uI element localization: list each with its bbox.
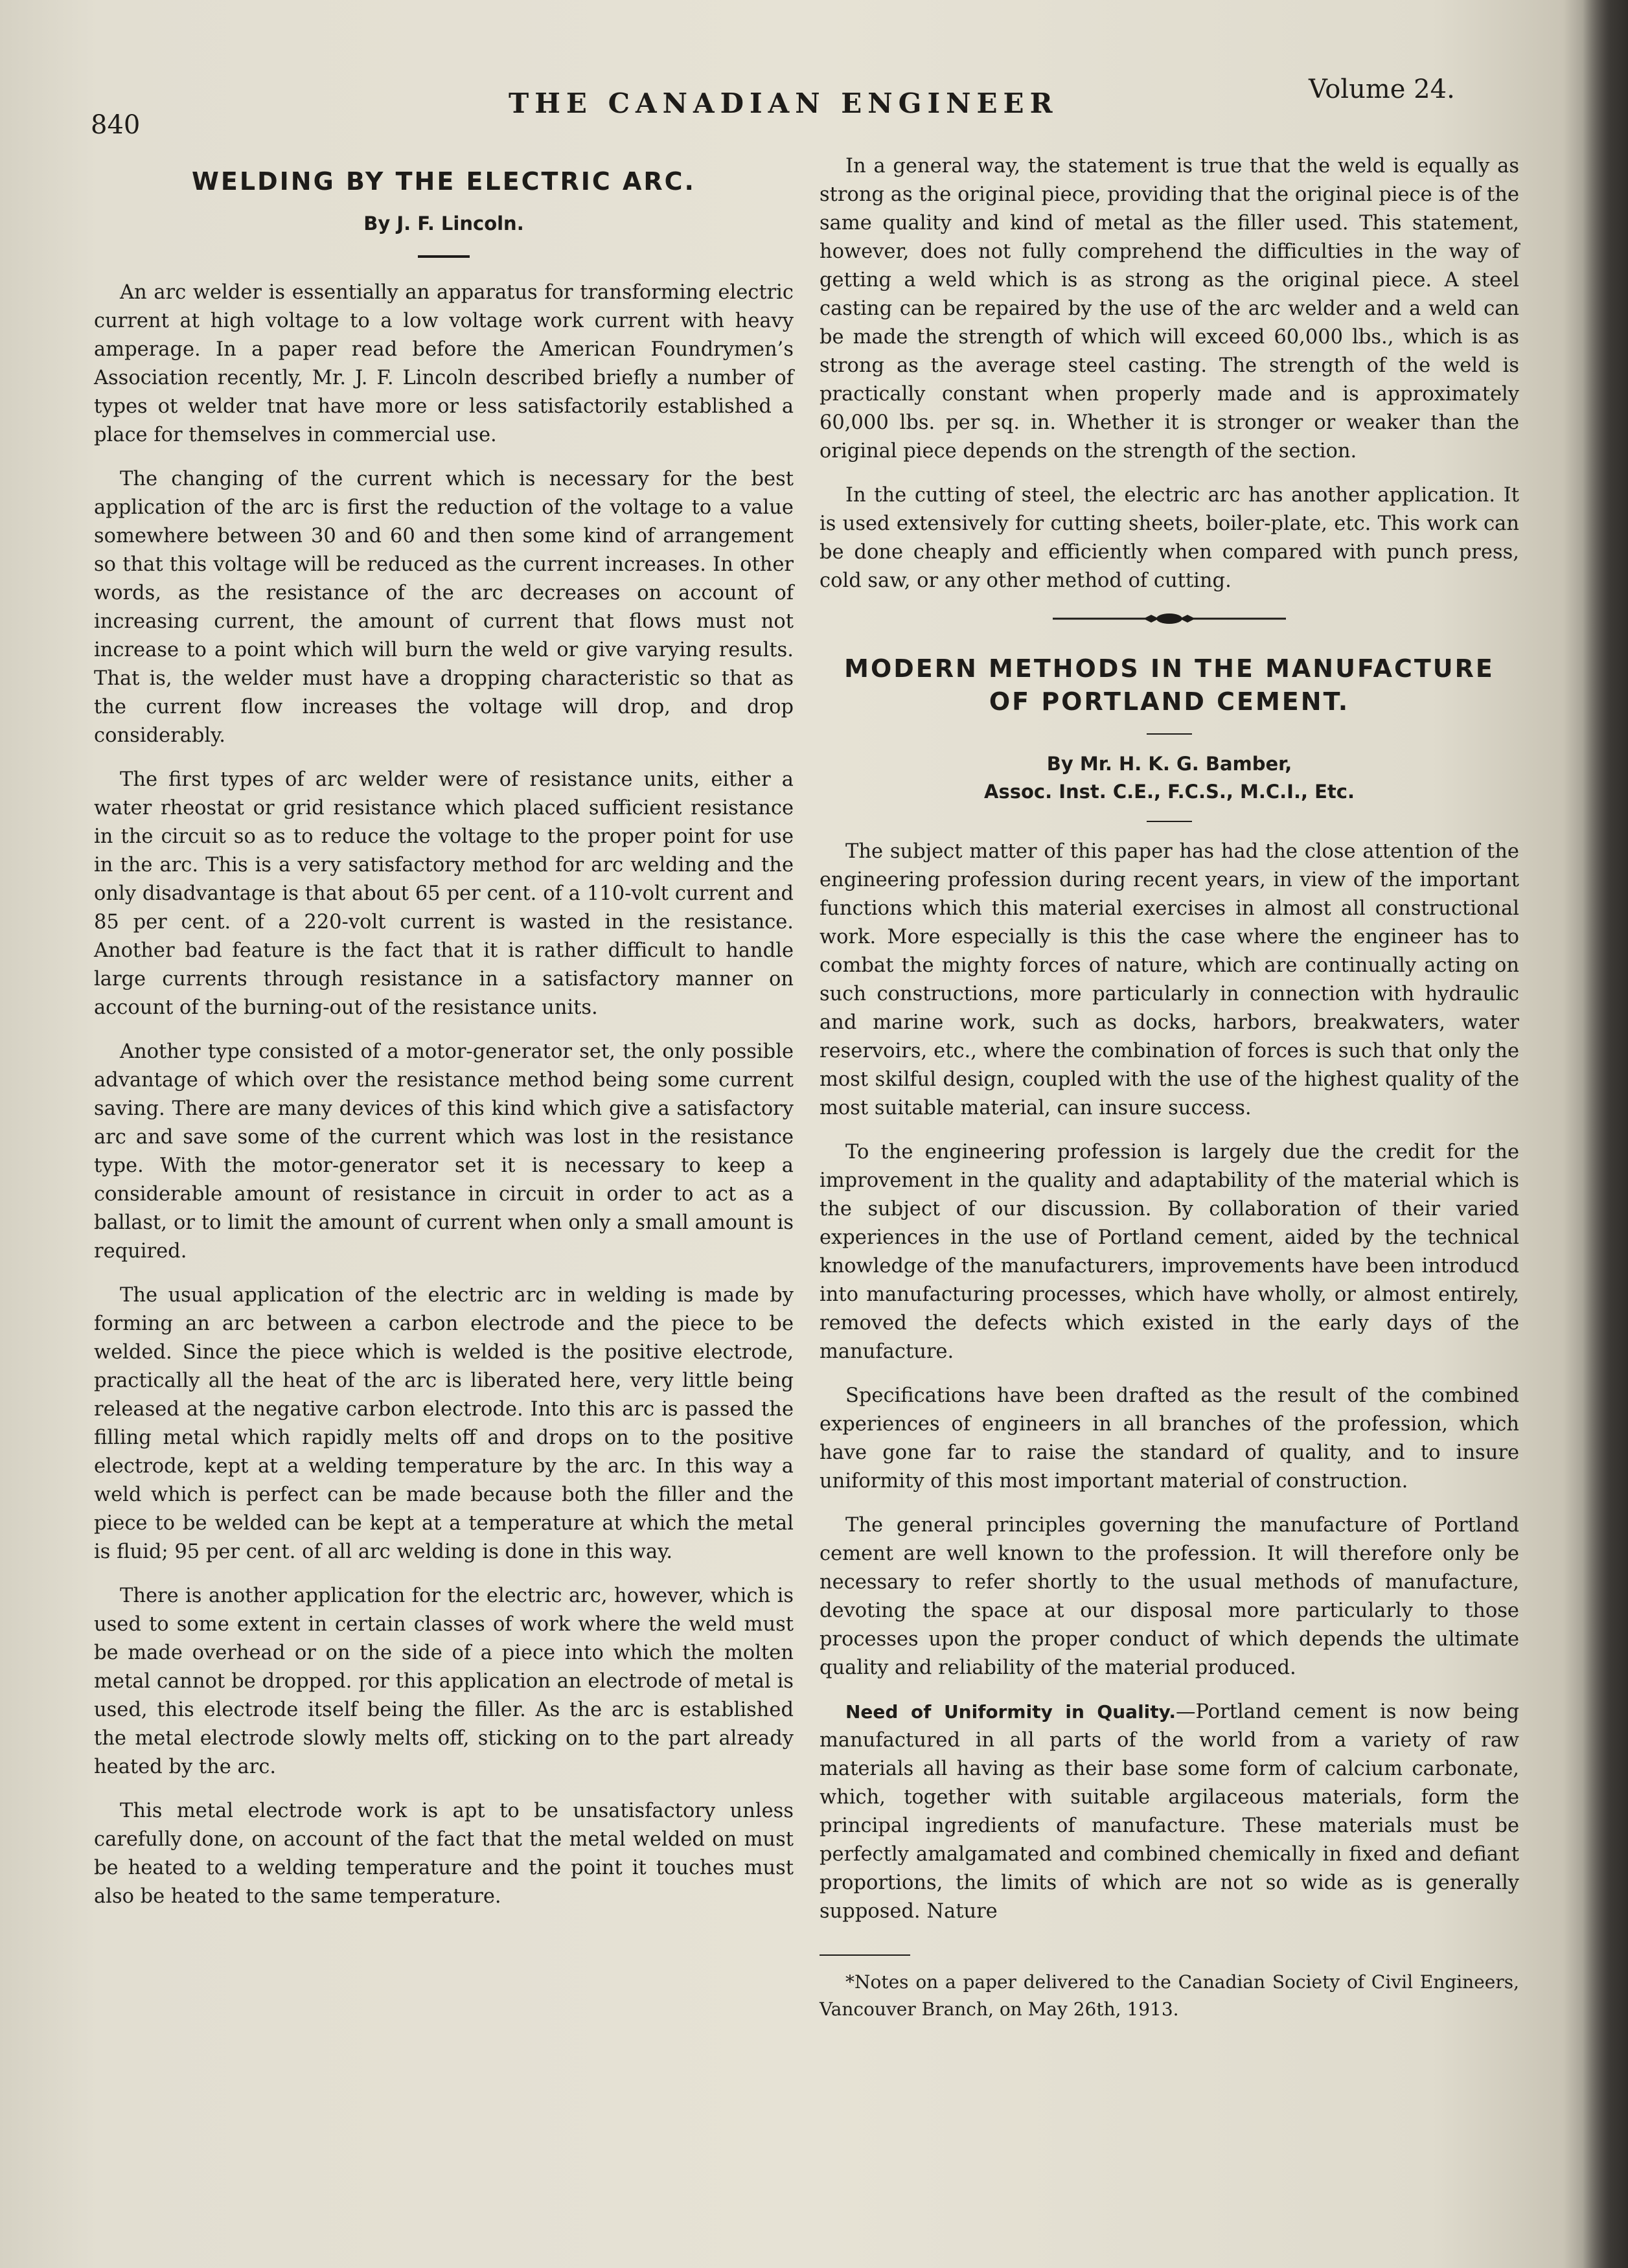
article1-title: WELDING BY THE ELECTRIC ARC. [192,167,696,196]
article2-credentials: Assoc. Inst. C.E., F.C.S., M.C.I., Etc. [984,781,1355,803]
article1-paragraph: The usual application of the electric arc in welding is made by forming an arc between a carbon electrode and the piece to be welded. Since the piece which is welded is the positive electrode, practically all the heat of the arc is liberated here, very little being released at the negative carbon electrode. Into this arc is passed the filling metal which rapidly melts off and drops on to the positive electrode, kept at a welding temperature by the arc. In this way a weld which is perfect can be made because both the filler and the piece to be welded can be kept at a temperature at which the metal is fluid; 95 per cent. of all arc welding is done in this way. [94,1283,794,1563]
article1-paragraph: In the cutting of steel, the electric arc has another application. It is used extensively for cutting sheets, boiler-plate, etc. This work can be done cheaply and efficiently when compared with punch press, cold saw, or any other method of cutting. [820,484,1519,592]
article2-title-line: OF PORTLAND CEMENT. [989,687,1350,716]
article1-paragraph: The changing of the current which is necessary for the best application of the arc is first the reduction of the voltage to a value somewhere between 30 and 60 and then some kind of arrangement so that this voltage will be reduced as the current increases. In other words, as the resistance of the arc decreases on account of increasing current, the amount of current that flows must not increase to a point which will burn the weld or give varying results. That is, the welder must have a dropping characteristic so that as the current flow increases the voltage will drop, and drop considerably. [94,467,794,747]
article2-paragraph: The general principles governing the manufacture of Portland cement are well known to the profession. It will therefore only be necessary to refer shortly to the usual methods of manufacture, devoting the space at our disposal more particularly to those processes upon the proper conduct of which depends the ultimate quality and reliability of the material produced. [820,1513,1519,1679]
article2-author: By Mr. H. K. G. Bamber, [1046,752,1292,775]
footnote: *Notes on a paper delivered to the Canadian Society of Civil Engineers, Vancouver Branch, on May 26th, 1913. [820,1971,1519,2020]
article2-title-line: MODERN METHODS IN THE MANUFACTURE [844,654,1495,683]
title-rule [1147,733,1192,735]
article1-byline: By J. F. Lincoln. [363,212,524,235]
article1-paragraph: An arc welder is essentially an apparatus for transforming electric current at high voltage to a low voltage work current with heavy amperage. In a paper read before the American Foundrymen’s Association recently, Mr. J. F. Lincoln described briefly a number of types ot welder tnat have more or less satisfactorily established a place for themselves in commercial use. [94,281,794,446]
journal-title: THE CANADIAN ENGINEER [509,87,1059,119]
right-column [820,152,1519,2023]
article1-paragraph: The first types of arc welder were of resistance units, either a water rheostat or grid resistance which placed sufficient resistance in the circuit so as to reduce the voltage to the proper point for use in the arc. This is a very satisfactory method for arc welding and the only disadvantage is that about 65 per cent. of a 110-volt current and 85 per cent. of a 220-volt current is wasted in the resistance. Another bad feature is the fact that it is rather difficult to handle large currents through resistance in a satisfactory manner on account of the burning-out of the resistance units. [94,768,794,1019]
running-header [0,71,1628,140]
article2-byline [820,750,1519,807]
binding-edge-shadow [1583,0,1628,2268]
page-number: 840 [91,110,141,140]
byline-rule [1147,821,1192,822]
article1-paragraph: In a general way, the statement is true that the weld is equally as strong as the original piece, providing that the original piece is of the same quality and kind of metal as the filler used. This statement, however, does not fully comprehend the difficulties in the way of getting a weld which is as strong as the original piece. A steel casting can be repaired by the use of the arc welder and a weld can be made the strength of which will exceed 60,000 lbs., which is as strong as the average steel casting. The strength of the weld is practically constant when properly made and is approximately 60,000 lbs. per sq. in. Whether it is stronger or weaker than the original piece depends on the strength of the section. [820,155,1519,463]
section-text: —Portland cement is now being manufactured in all parts of the world from a variety of raw materials all having as their base some form of calcium carbonate, which, together with suitable argilaceous materials, form the principal ingredients of manufacture. These materials must be perfectly amalgamated and combined chemically in fixed and defiant proportions, the limits of which are not so wide as is generally supposed. Nature [820,1700,1519,1923]
article2-title [820,652,1519,719]
article1-paragraph: Another type consisted of a motor-generator set, the only possible advantage of which over the resistance method being some current saving. There are many devices of this kind which give a satisfactory arc and save some of the current which was lost in the resistance type. With the motor-generator set it is necessary to keep a considerable amount of resistance in circuit in order to act as a ballast, or to limit the amount of current when only a small amount is required. [94,1040,794,1263]
article1-paragraph: There is another application for the electric arc, however, which is used to some extent in certain classes of work where the weld must be made overhead or on the side of a piece into which the molten metal cannot be dropped. ɼor this application an electrode of metal is used, this electrode itself being the filler. As the arc is established the metal electrode slowly melts off, sticking on to the part already heated by the arc. [94,1584,794,1778]
article2-paragraph: The subject matter of this paper has had the close attention of the engineering profession during recent years, in view of the important functions which this material exercises in almost all constructional work. More especially is this the case where the engineer has to combat the mighty forces of nature, which are continually acting on such constructions, more particularly in connection with hydraulic and marine work, such as docks, harbors, breakwaters, water reservoirs, etc., where the combination of forces is such that only the most skilful design, coupled with the use of the highest quality of the most suitable material, can insure success. [820,840,1519,1119]
article2-paragraph: Specifications have been drafted as the result of the combined experiences of engineers in all branches of the profession, which have gone far to raise the standard of quality, and to insure uniformity of this most important material of construction. [820,1384,1519,1493]
section-heading: Need of Uniformity in Quality. [845,1701,1176,1723]
article1-paragraph: This metal electrode work is apt to be unsatisfactory unless carefully done, on account of the fact that the metal welded on must be heated to a welding temperature and the point it touches must also be heated to the same temperature. [94,1799,794,1908]
section-ornament [1053,611,1286,626]
article2-section-paragraph [820,1698,1519,1926]
volume-label: Volume 24. [1309,74,1455,104]
left-column [94,165,794,1927]
article2-paragraph: To the engineering profession is largely due the credit for the improvement in the quality and adaptability of the material which is the subject of our discussion. By collaboration of their varied experiences in the use of Portland cement, aided by the technical knowledge of the manufacturers, improvements have been introducd into manufacturing processes, which have wholly, or almost entirely, removed the defects which existed in the early days of the manufacture. [820,1140,1519,1363]
footnote-rule [820,1954,910,1956]
byline-rule [418,255,470,258]
